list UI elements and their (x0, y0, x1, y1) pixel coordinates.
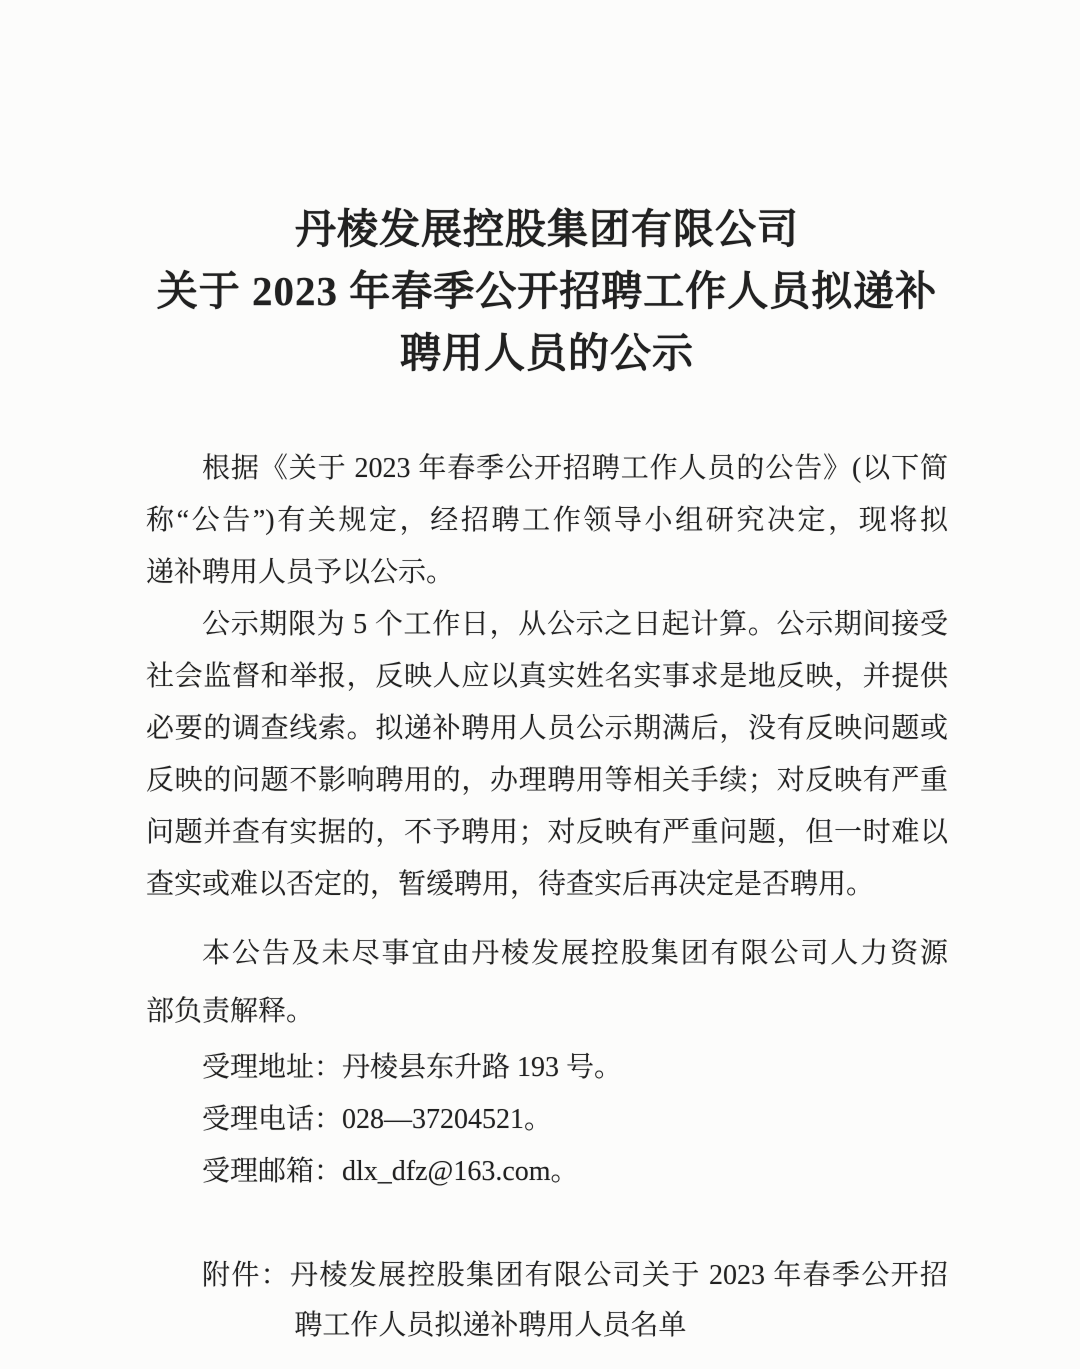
text-line: 递补聘用人员予以公示。 (146, 557, 455, 588)
contact-email-line (146, 1146, 948, 1198)
text-line: 部负责解释。 (146, 996, 315, 1027)
attachment-line-1: 附件：丹棱发展控股集团有限公司关于 2023 年春季公开招 (202, 1260, 948, 1291)
paragraph-recruitment-basis (146, 443, 948, 599)
contact-email-label: 受理邮箱： (202, 1156, 343, 1187)
attachment-line-2: 聘工作人员拟递补聘用人员名单 (294, 1310, 687, 1341)
doc-title-line-3: 聘用人员的公示 (400, 330, 694, 376)
paragraph-publicity-period (146, 599, 948, 911)
contact-info-block (146, 1042, 948, 1198)
contact-email-value: dlx_dfz@163.com。 (342, 1156, 579, 1187)
text-line: 社会监督和举报，反映人应以真实姓名实事求是地反映，并提供 (146, 661, 948, 692)
text-line: 根据《关于 2023 年春季公开招聘工作人员的公告》(以下简 (202, 453, 948, 484)
text-line: 问题并查有实据的，不予聘用；对反映有严重问题，但一时难以 (146, 817, 948, 848)
text-line: 查实或难以否定的，暂缓聘用，待查实后再决定是否聘用。 (146, 869, 875, 900)
contact-address-value: 丹棱县东升路 193 号。 (342, 1052, 623, 1083)
doc-title-line-2: 关于 2023 年春季公开招聘工作人员拟递补 (156, 268, 938, 314)
doc-title (146, 198, 948, 384)
announcement-document (146, 0, 948, 1351)
contact-address-line (146, 1042, 948, 1094)
paragraph-interpretation (146, 925, 948, 1041)
attachment-note (146, 1251, 948, 1351)
contact-phone-value: 028—37204521。 (342, 1104, 553, 1135)
contact-phone-label: 受理电话： (202, 1104, 343, 1135)
text-line: 公示期限为 5 个工作日，从公示之日起计算。公示期间接受 (202, 609, 948, 640)
text-line: 称“公告”)有关规定，经招聘工作领导小组研究决定，现将拟 (146, 505, 948, 536)
text-line: 本公告及未尽事宜由丹棱发展控股集团有限公司人力资源 (202, 938, 948, 969)
text-line: 反映的问题不影响聘用的，办理聘用等相关手续；对反映有严重 (146, 765, 948, 796)
doc-title-line-1: 丹棱发展控股集团有限公司 (295, 206, 799, 252)
text-line: 必要的调查线索。拟递补聘用人员公示期满后，没有反映问题或 (146, 713, 948, 744)
contact-address-label: 受理地址： (202, 1052, 343, 1083)
contact-phone-line (146, 1094, 948, 1146)
